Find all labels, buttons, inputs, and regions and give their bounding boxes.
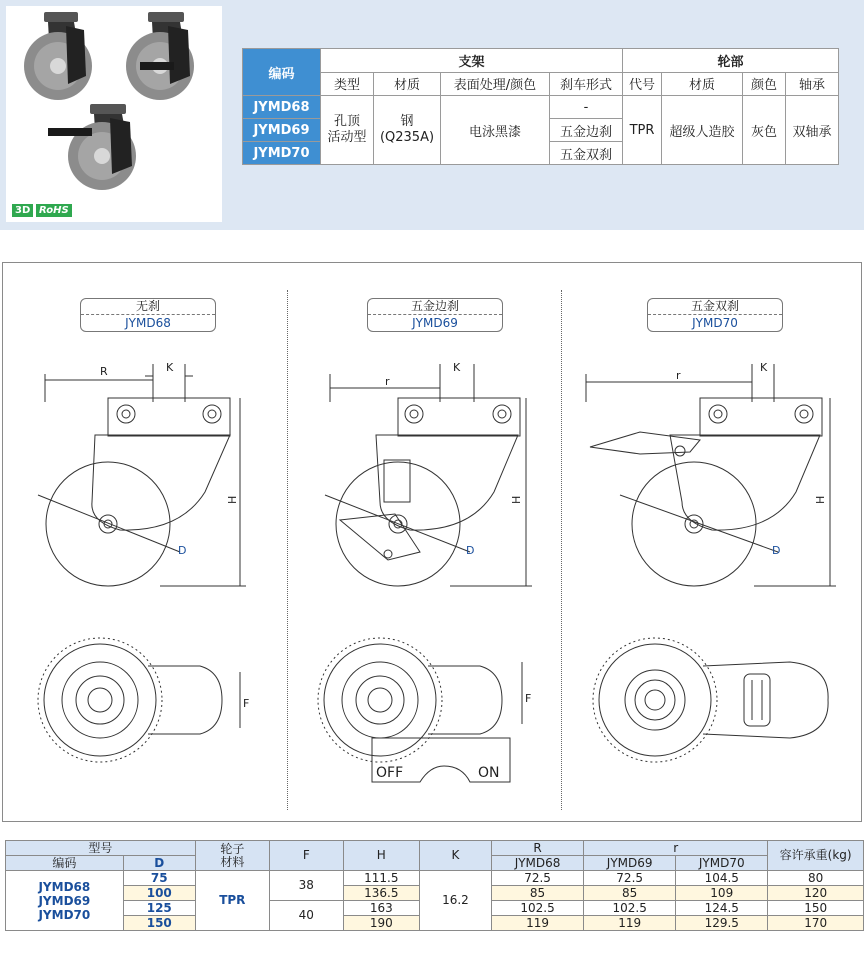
cell-d: 75 bbox=[123, 871, 195, 886]
brake-off-label: OFF bbox=[376, 765, 404, 781]
rohs-badge: RoHS bbox=[36, 204, 72, 217]
header-h: H bbox=[343, 841, 419, 871]
cell-R: 72.5 bbox=[492, 871, 584, 886]
cell-R: 119 bbox=[492, 916, 584, 931]
drawing-code: JYMD68 bbox=[125, 316, 171, 330]
header-load: 容许承重(kg) bbox=[768, 841, 864, 871]
drawing-code: JYMD69 bbox=[412, 316, 458, 330]
sub-header-bearing: 轴承 bbox=[786, 72, 839, 96]
header-r: r bbox=[584, 841, 768, 856]
cell-h: 190 bbox=[343, 916, 419, 931]
cell-d: 125 bbox=[123, 901, 195, 916]
caster-drawings bbox=[0, 262, 864, 822]
cell-h: 136.5 bbox=[343, 886, 419, 901]
dim-r-label: r bbox=[385, 375, 390, 388]
caster-image-1 bbox=[24, 12, 92, 100]
cell-wheel-material: TPR bbox=[195, 871, 269, 931]
cell-r70: 104.5 bbox=[676, 871, 768, 886]
cell-d: 100 bbox=[123, 886, 195, 901]
dimension-table bbox=[5, 840, 864, 931]
cell-k: 16.2 bbox=[419, 871, 491, 931]
header-r-sub: JYMD69 bbox=[584, 856, 676, 871]
cell-load: 120 bbox=[768, 886, 864, 901]
brake-cell: 五金双刹 bbox=[550, 142, 623, 165]
table-code: JYMD69 bbox=[38, 893, 91, 908]
sub-header-wheel-color: 颜色 bbox=[743, 72, 786, 96]
product-photo bbox=[6, 6, 222, 222]
brake-on-label: ON bbox=[478, 765, 500, 781]
dim-h-label: H bbox=[510, 495, 523, 504]
cell-R: 85 bbox=[492, 886, 584, 901]
dim-k-label: K bbox=[166, 361, 174, 374]
code-header: 编码 bbox=[243, 49, 321, 96]
header-code: 编码 bbox=[6, 856, 124, 871]
code-cell: JYMD70 bbox=[243, 142, 321, 165]
brake-cell: - bbox=[550, 96, 623, 119]
cell-r70: 124.5 bbox=[676, 901, 768, 916]
table-code: JYMD68 bbox=[38, 879, 91, 894]
material-cell: 钢 (Q235A) bbox=[374, 96, 441, 165]
top-view-jymd68 bbox=[38, 638, 249, 762]
header-wheel-material: 轮子 材料 bbox=[195, 841, 269, 871]
cell-load: 170 bbox=[768, 916, 864, 931]
sub-header-wheel-code: 代号 bbox=[623, 72, 662, 96]
drawing-code: JYMD70 bbox=[692, 316, 738, 330]
dim-r-label: R bbox=[100, 365, 108, 378]
header-k: K bbox=[419, 841, 491, 871]
bracket-header: 支架 bbox=[321, 49, 623, 73]
top-view-jymd69 bbox=[318, 638, 531, 782]
cell-f: 40 bbox=[269, 901, 343, 931]
sub-header-material: 材质 bbox=[374, 72, 441, 96]
cell-R: 102.5 bbox=[492, 901, 584, 916]
cell-r69: 85 bbox=[584, 886, 676, 901]
cell-load: 150 bbox=[768, 901, 864, 916]
wheel-material-cell: 超级人造胶 bbox=[662, 96, 743, 165]
cell-h: 111.5 bbox=[343, 871, 419, 886]
caster-photo-illustration bbox=[6, 6, 222, 222]
type-cell: 孔顶 活动型 bbox=[321, 96, 374, 165]
cell-r70: 129.5 bbox=[676, 916, 768, 931]
side-view-jymd68 bbox=[38, 361, 246, 586]
header-r-sub: JYMD70 bbox=[676, 856, 768, 871]
surface-cell: 电泳黑漆 bbox=[441, 96, 550, 165]
dim-d-label: D bbox=[772, 544, 781, 557]
cell-load: 80 bbox=[768, 871, 864, 886]
cell-r69: 72.5 bbox=[584, 871, 676, 886]
side-view-jymd70 bbox=[586, 361, 836, 586]
header-R-sub: JYMD68 bbox=[492, 856, 584, 871]
header-d: D bbox=[123, 856, 195, 871]
wheel-code-cell: TPR bbox=[623, 96, 662, 165]
header-f: F bbox=[269, 841, 343, 871]
dim-d-label: D bbox=[178, 544, 187, 557]
sub-header-surface: 表面处理/颜色 bbox=[441, 72, 550, 96]
dim-f-label: F bbox=[525, 692, 532, 705]
dim-d-label: D bbox=[466, 544, 475, 557]
brake-cell: 五金边刹 bbox=[550, 119, 623, 142]
3d-badge: 3D bbox=[12, 204, 33, 217]
drawing-brake-type: 无刹 bbox=[81, 299, 215, 315]
spec-table bbox=[242, 48, 839, 165]
code-cell: JYMD69 bbox=[243, 119, 321, 142]
header-R: R bbox=[492, 841, 584, 856]
header-model: 型号 bbox=[6, 841, 196, 856]
table-codes bbox=[6, 871, 124, 931]
dim-f-label: F bbox=[243, 697, 250, 710]
drawing-brake-type: 五金双刹 bbox=[648, 299, 782, 315]
sub-header-brake: 刹车形式 bbox=[550, 72, 623, 96]
cell-r70: 109 bbox=[676, 886, 768, 901]
dim-h-label: H bbox=[814, 495, 827, 504]
sub-header-type: 类型 bbox=[321, 72, 374, 96]
table-code: JYMD70 bbox=[38, 907, 91, 922]
dim-r-label: r bbox=[676, 369, 681, 382]
caster-image-3 bbox=[48, 104, 136, 190]
side-view-jymd69 bbox=[325, 361, 532, 586]
sub-header-wheel-material: 材质 bbox=[662, 72, 743, 96]
wheel-header: 轮部 bbox=[623, 49, 839, 73]
cell-d: 150 bbox=[123, 916, 195, 931]
wheel-color-cell: 灰色 bbox=[743, 96, 786, 165]
top-view-jymd70 bbox=[593, 638, 828, 762]
cell-r69: 119 bbox=[584, 916, 676, 931]
code-cell: JYMD68 bbox=[243, 96, 321, 119]
dim-k-label: K bbox=[760, 361, 768, 374]
cell-f: 38 bbox=[269, 871, 343, 901]
bearing-cell: 双轴承 bbox=[786, 96, 839, 165]
cell-r69: 102.5 bbox=[584, 901, 676, 916]
cell-h: 163 bbox=[343, 901, 419, 916]
caster-image-2 bbox=[126, 12, 194, 100]
dim-k-label: K bbox=[453, 361, 461, 374]
drawing-brake-type: 五金边刹 bbox=[368, 299, 502, 315]
dim-h-label: H bbox=[226, 495, 239, 504]
